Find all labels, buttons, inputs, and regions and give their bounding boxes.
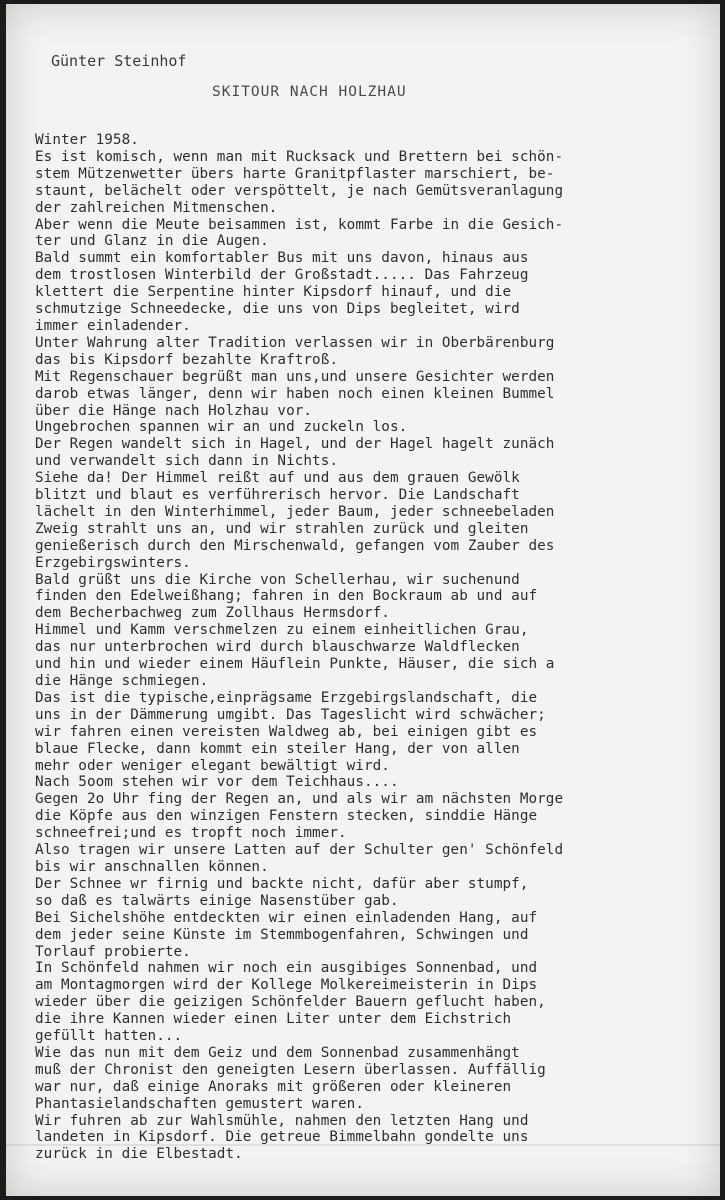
text-line: Winter 1958. xyxy=(35,132,139,148)
text-line: darob etwas länger, denn wir haben noch einen kleinen Bummel xyxy=(35,385,555,402)
text-line: dem jeder seine Künste im Stemmbogenfahren, Schwingen und xyxy=(35,926,529,943)
text-line: lächelt in den Winterhimmel, jeder Baum, jeder schneebeladen xyxy=(35,503,555,520)
text-line: die Hänge schmiegen. xyxy=(35,673,209,689)
text-line: stem Mützenwetter übers harte Granitpflaster marschiert, be- xyxy=(35,165,555,182)
text-line: schneefrei;und es tropft noch immer. xyxy=(35,825,347,842)
text-line: klettert die Serpentine hinter Kipsdorf hinauf, und die xyxy=(35,284,512,301)
text-line: Bald grüßt uns die Kirche von Schellerhau, wir suchenund xyxy=(35,571,520,588)
text-line: war nur, daß einige Anoraks mit größeren oder kleineren xyxy=(35,1078,512,1095)
text-line: Aber wenn die Meute beisammen ist, kommt Farbe in die Gesich- xyxy=(35,216,564,233)
text-line: wir fahren einen vereisten Waldweg ab, bei einigen gibt es xyxy=(35,723,538,740)
text-line: Zweig strahlt uns an, und wir strahlen zurück und gleiten xyxy=(35,520,529,537)
text-line: Der Regen wandelt sich in Hagel, und der Hagel hagelt zunäch xyxy=(35,436,555,453)
text-line: Nach 5oom stehen wir vor dem Teichhaus.... xyxy=(35,774,399,791)
text-line: Unter Wahrung alter Tradition verlassen wir in Oberbärenburg xyxy=(35,334,555,351)
text-line: das nur unterbrochen wird durch blauschwarze Waldflecken xyxy=(35,639,520,656)
text-line: staunt, belächelt oder verspöttelt, je nach Gemütsveranlagung xyxy=(35,182,564,199)
text-line: Es ist komisch, wenn man mit Rucksack und Brettern bei schön- xyxy=(35,148,564,165)
text-line: Also tragen wir unsere Latten auf der Schulter gen' Schönfeld xyxy=(35,842,564,859)
text-line: Bald summt ein komfortabler Bus mit uns davon, hinaus aus xyxy=(35,250,529,267)
text-line: Das ist die typische,einprägsame Erzgebirgslandschaft, die xyxy=(35,689,538,706)
text-line: und hin und wieder einem Häuflein Punkte, Häuser, die sich a xyxy=(35,656,555,673)
text-line: das bis Kipsdorf bezahlte Kraftroß. xyxy=(35,351,339,368)
text-line: finden den Edelweißhang; fahren in den Bockraum ab und auf xyxy=(35,588,538,605)
text-line: Wir fuhren ab zur Wahlsmühle, nahmen den letzten Hang und xyxy=(35,1112,529,1129)
text-line: schmutzige Schneedecke, die uns von Dips begleitet, wird xyxy=(35,301,520,318)
text-line: Ungebrochen spannen wir an und zuckeln los. xyxy=(35,419,408,436)
text-line: Torlauf probierte. xyxy=(35,943,191,960)
text-line: Wie das nun mit dem Geiz und dem Sonnenbad zusammenhängt xyxy=(35,1044,520,1061)
text-line: gefüllt hatten... xyxy=(35,1028,183,1045)
text-line: die ihre Kannen wieder einen Liter unter dem Eichstrich xyxy=(35,1011,512,1028)
body-text xyxy=(35,132,719,1163)
text-line: Gegen 2o Uhr fing der Regen an, und als wir am nächsten Morge xyxy=(35,791,564,808)
text-line: mehr oder weniger elegant bewältigt wird. xyxy=(35,757,390,774)
text-line: dem Becherbachweg zum Zollhaus Hermsdorf. xyxy=(35,605,390,622)
text-line: uns in der Dämmerung umgibt. Das Tageslicht wird schwächer; xyxy=(35,706,546,723)
text-line: am Montagmorgen wird der Kollege Molkereimeisterin in Dips xyxy=(35,977,538,994)
text-line: Mit Regenschauer begrüßt man uns,und unsere Gesichter werden xyxy=(35,368,555,385)
text-line: Bei Sichelshöhe entdeckten wir einen einladenden Hang, auf xyxy=(35,909,538,926)
text-line: immer einladender. xyxy=(35,317,191,334)
text-line: dem trostlosen Winterbild der Großstadt..... Das Fahrzeug xyxy=(35,267,529,284)
text-line: ter und Glanz in die Augen. xyxy=(35,233,269,250)
text-line: blaue Flecke, dann kommt ein steiler Hang, der von allen xyxy=(35,740,520,757)
text-line: wieder über die geizigen Schönfelder Bauern geflucht haben, xyxy=(35,994,546,1011)
text-line: über die Hänge nach Holzhau vor. xyxy=(35,402,313,419)
text-line: Der Schnee wr firnig und backte nicht, dafür aber stumpf, xyxy=(35,875,529,892)
text-line: landeten in Kipsdorf. Die getreue Bimmelbahn gondelte uns xyxy=(35,1129,529,1146)
text-line: blitzt und blaut es verführerisch hervor. Die Landschaft xyxy=(35,487,520,504)
paper-fold xyxy=(6,1144,720,1146)
text-line: zurück in die Elbestadt. xyxy=(35,1146,243,1163)
document-title: SKITOUR NACH HOLZHAU xyxy=(212,84,407,100)
text-line: Phantasielandschaften gemustert waren. xyxy=(35,1095,364,1112)
text-line: so daß es talwärts einige Nasenstüber gab. xyxy=(35,892,399,909)
text-line: die Köpfe aus den winzigen Fenstern stecken, sinddie Hänge xyxy=(35,808,538,825)
text-line: Siehe da! Der Himmel reißt auf und aus dem grauen Gewölk xyxy=(35,470,520,487)
typewritten-page xyxy=(6,4,720,1196)
text-line: muß der Chronist den geneigten Lesern überlassen. Auffällig xyxy=(35,1061,546,1078)
text-line: genießerisch durch den Mirschenwald, gefangen vom Zauber des xyxy=(35,537,555,554)
text-line: In Schönfeld nahmen wir noch ein ausgibiges Sonnenbad, und xyxy=(35,960,538,977)
text-line: der zahlreichen Mitmenschen. xyxy=(35,199,278,216)
text-line: Erzgebirgswinters. xyxy=(35,554,191,571)
text-line: bis wir anschnallen können. xyxy=(35,858,269,875)
author-name: Günter Steinhof xyxy=(51,52,187,70)
text-line: und verwandelt sich dann in Nichts. xyxy=(35,453,339,470)
text-line: Himmel und Kamm verschmelzen zu einem einheitlichen Grau, xyxy=(35,622,529,639)
